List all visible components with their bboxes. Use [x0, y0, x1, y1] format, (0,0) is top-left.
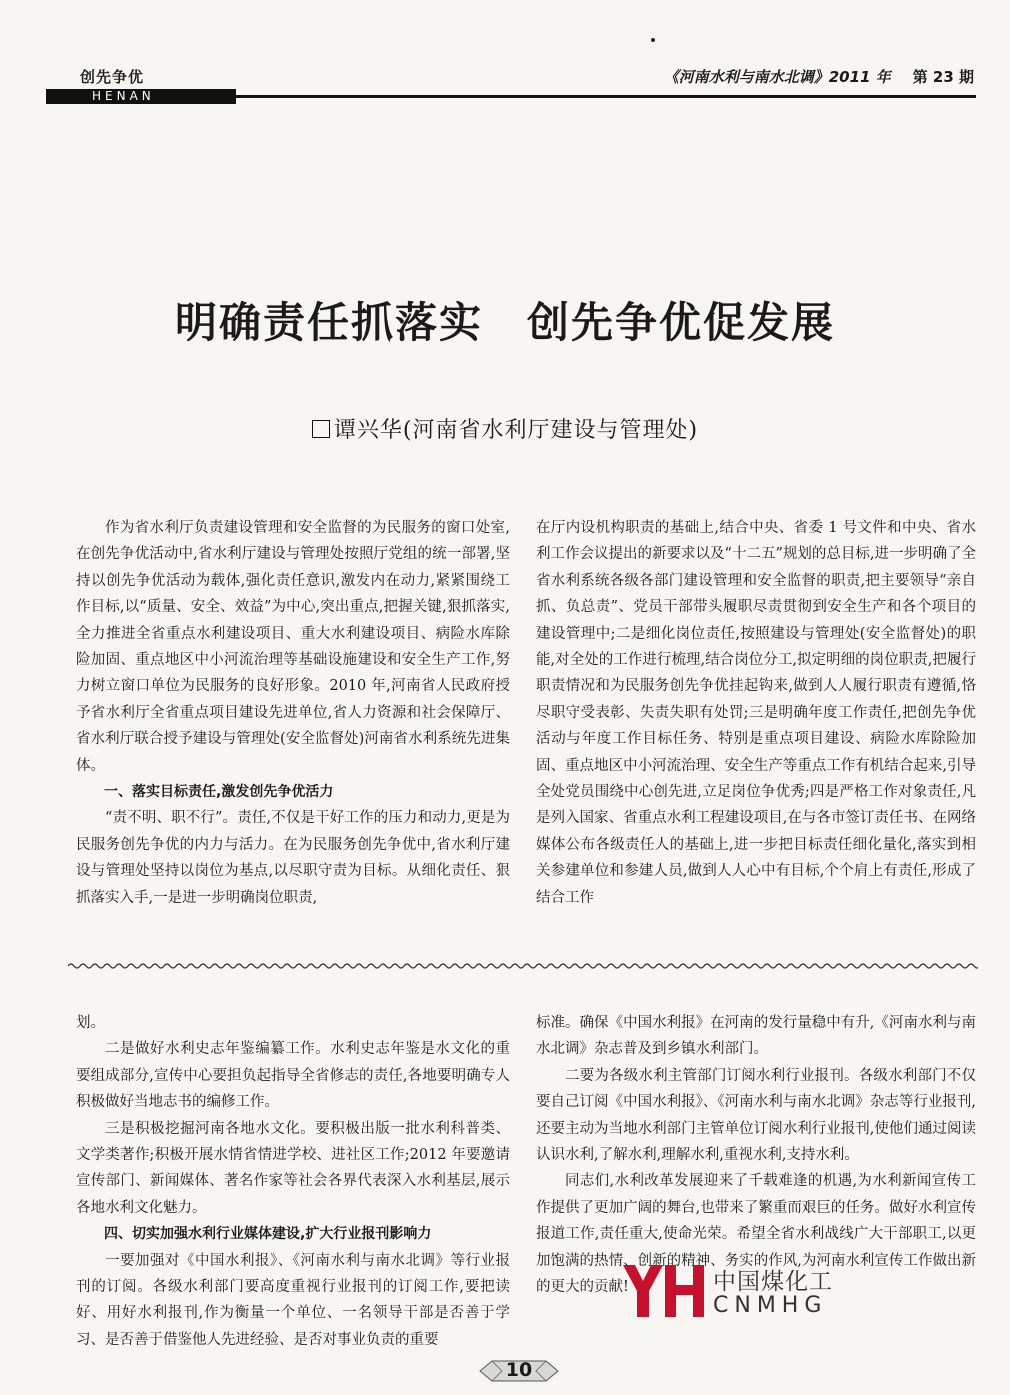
henan-text: HENAN: [92, 89, 155, 103]
issue-number: 第 23 期: [912, 68, 974, 86]
cnmhg-logo: [621, 1259, 833, 1321]
journal-header: [664, 66, 974, 87]
page-number-badge: [478, 1355, 560, 1387]
upper-left-column: [76, 515, 510, 911]
byline-box-icon: [312, 420, 330, 438]
paragraph: 二要为各级水利主管部门订阅水利行业报刊。各级水利部门不仅要自己订阅《中国水利报》、《河南水利与南水北调》杂志等行业报刊,还要主动为当地水利部门主管单位订阅水利行业报刊,使他们通过阅读认识水利,了解水利,理解水利,重视水利,支持水利。: [536, 1067, 976, 1164]
paragraph: 划。: [76, 1015, 105, 1031]
logo-chinese-text: 中国煤化工: [713, 1269, 833, 1295]
paragraph: 作为省水利厅负责建设管理和安全监督的为民服务的窗口处室,在创先争优活动中,省水利厅建设与管理处按照厅党组的统一部署,坚持以创先争优活动为载体,强化责任意识,激发内在动力,紧紧围绕工作目标,以“质量、安全、效益”为中心,突出重点,把握关键,狠抓落实,全力推进全省重点水利建设项目、重大水利建设项目、病险水库除险加固、重点地区中小河流治理等基础设施建设和安全生产工作,努力树立窗口单位为民服务的良好形象。2010 年,河南省人民政府授予省水利厅全省重点项目建设先进单位,省人力资源和社会保障厅、省水利厅联合授予建设与管理处(安全监督处)河南省水利系统先进集体。: [76, 520, 510, 774]
henan-banner: [46, 89, 976, 104]
journal-name: 《河南水利与南水北调》2011 年: [663, 68, 891, 86]
wavy-divider: [68, 961, 978, 971]
upper-right-column: [536, 515, 976, 911]
article-title: 明确责任抓落实 创先争优促发展: [174, 298, 835, 347]
paragraph: 标准。确保《中国水利报》在河南的发行量稳中有升,《河南水利与南水北调》杂志普及到乡镇水利部门。: [536, 1015, 976, 1058]
paragraph: 一要加强对《中国水利报》、《河南水利与南水北调》等行业报刊的订阅。各级水利部门要高度重视行业报刊的订阅工作,要把读好、用好水利报刊,作为衡量一个单位、一名领导干部是否善于学习、是否善于借鉴他人先进经验、是否对事业负责的重要: [76, 1252, 510, 1348]
cnmhg-mark-icon: [621, 1259, 707, 1321]
scan-dot: [651, 38, 655, 42]
paragraph: “责不明、职不行”。责任,不仅是干好工作的压力和动力,更是为民服务创先争优的内力与活力。在为民服务创先争优中,省水利厅建设与管理处坚持以岗位为基点,以尽职守责为目标。从细化责任、狠抓落实入手,一是进一步明确岗位职责,: [76, 810, 510, 906]
paragraph: 三是积极挖掘河南各地水文化。要积极出版一批水利科普类、文学类著作;积极开展水情省情进学校、进社区工作;2012 年要邀请宣传部门、新闻媒体、著名作家等社会各界代表深入水利基层,展示各地水利文化魅力。: [76, 1120, 510, 1216]
lower-right-column: [536, 1010, 976, 1300]
byline-text: 谭兴华(河南省水利厅建设与管理处): [333, 418, 699, 443]
page-number: 10: [505, 1359, 533, 1381]
paragraph: 同志们,水利改革发展迎来了千载难逢的机遇,为水利新闻宣传工作提供了更加广阔的舞台,也带来了繁重而艰巨的任务。做好水利宣传报道工作,责任重大,使命光荣。希望全省水利战线广大干部职工,以更加饱满的热情、创新的精神、务实的作风,为河南水利宣传工作做出新的更大的贡献!: [536, 1173, 976, 1296]
byline: [0, 413, 1010, 444]
logo-english-text: CNMHG: [713, 1293, 828, 1318]
section-heading: 一、落实目标责任,激发创先争优活力: [104, 784, 334, 801]
section-heading: 四、切实加强水利行业媒体建设,扩大行业报刊影响力: [104, 1226, 432, 1243]
paragraph: 二是做好水利史志年鉴编纂工作。水利史志年鉴是水文化的重要组成部分,宣传中心要担负起指导全省修志的责任,各地要明确专人积极做好当地志书的编修工作。: [76, 1041, 510, 1111]
section-label: 创先争优: [80, 68, 145, 86]
header-rule: [236, 95, 976, 98]
lower-left-column: [76, 1010, 510, 1353]
paragraph: 在厅内设机构职责的基础上,结合中央、省委 1 号文件和中央、省水利工作会议提出的新要求以及“十二五”规划的总目标,进一步明确了全省水利系统各级各部门建设管理和安全监督的职责,把主要领导“亲自抓、负总责”、党员干部带头履职尽责贯彻到安全生产和各个项目的建设管理中;二是细化岗位责任,按照建设与管理处(安全监督处)的职能,对全处的工作进行梳理,结合岗位分工,拟定明细的岗位职责,把履行职责情况和为民服务创先争优挂起钩来,做到人人履行职责有遵循,恪尽职守受表彰、失责失职有处罚;三是明确年度工作责任,把创先争优活动与年度工作目标任务、特别是重点项目建设、病险水库除险加固、重点地区中小河流治理、安全生产等重点工作有机结合起来,引导全处党员围绕中心创先进,立足岗位争优秀;四是严格工作对象责任,凡是列入国家、省重点水利工程建设项目,在与各市签订责任书、在网络媒体公布各级责任人的基础上,进一步把目标责任细化量化,落实到相关参建单位和参建人员,做到人人心中有目标,个个肩上有责任,形成了结合工作: [536, 520, 976, 906]
